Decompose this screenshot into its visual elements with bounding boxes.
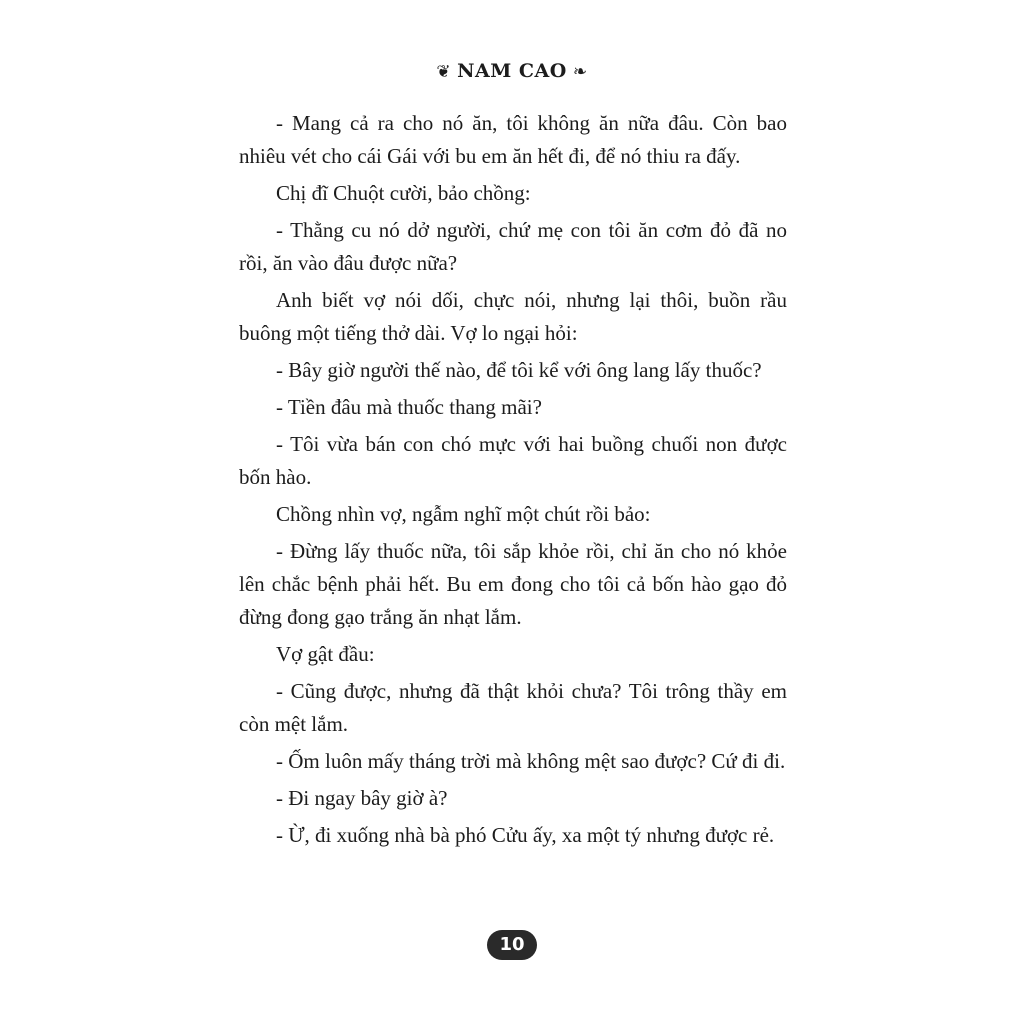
ornament-right-icon: ❧ bbox=[572, 62, 588, 82]
paragraph: - Bây giờ người thế nào, để tôi kể với ông lang lấy thuốc? bbox=[276, 358, 762, 382]
paragraph: - Cũng được, nhưng đã thật khỏi chưa? Tôi trông thầy em còn mệt lắm. bbox=[239, 679, 787, 736]
ornament-left-icon: ❦ bbox=[436, 62, 452, 82]
paragraph: Chị đĩ Chuột cười, bảo chồng: bbox=[276, 181, 531, 205]
paragraph: - Đừng lấy thuốc nữa, tôi sắp khỏe rồi, chỉ ăn cho nó khỏe lên chắc bệnh phải hết. Bu em đong cho tôi cả bốn hào gạo đỏ đừng đong gạo trắng ăn nhạt lắm. bbox=[239, 539, 787, 629]
paragraph: - Ừ, đi xuống nhà bà phó Cửu ấy, xa một tý nhưng được rẻ. bbox=[276, 823, 775, 847]
paragraph: - Thằng cu nó dở người, chứ mẹ con tôi ăn cơm đỏ đã no rồi, ăn vào đâu được nữa? bbox=[239, 218, 787, 275]
running-header bbox=[0, 60, 1024, 82]
paragraph: - Tôi vừa bán con chó mực với hai buồng chuối non được bốn hào. bbox=[239, 432, 787, 489]
body-text bbox=[239, 107, 787, 856]
paragraph: - Đi ngay bây giờ à? bbox=[276, 786, 448, 810]
paragraph: - Ốm luôn mấy tháng trời mà không mệt sao được? Cứ đi đi. bbox=[276, 749, 786, 773]
paragraph: - Tiền đâu mà thuốc thang mãi? bbox=[276, 395, 542, 419]
paragraph: Chồng nhìn vợ, ngẫm nghĩ một chút rồi bảo: bbox=[276, 502, 651, 526]
paragraph: Vợ gật đầu: bbox=[276, 642, 375, 666]
author-title: NAM CAO bbox=[457, 60, 567, 82]
paragraph: - Mang cả ra cho nó ăn, tôi không ăn nữa đâu. Còn bao nhiêu vét cho cái Gái với bu em ăn hết đi, để nó thiu ra đấy. bbox=[239, 111, 787, 168]
paragraph: Anh biết vợ nói dối, chực nói, nhưng lại thôi, buồn rầu buông một tiếng thở dài. Vợ lo ngại hỏi: bbox=[239, 288, 787, 345]
page-number-badge: 10 bbox=[487, 930, 537, 960]
